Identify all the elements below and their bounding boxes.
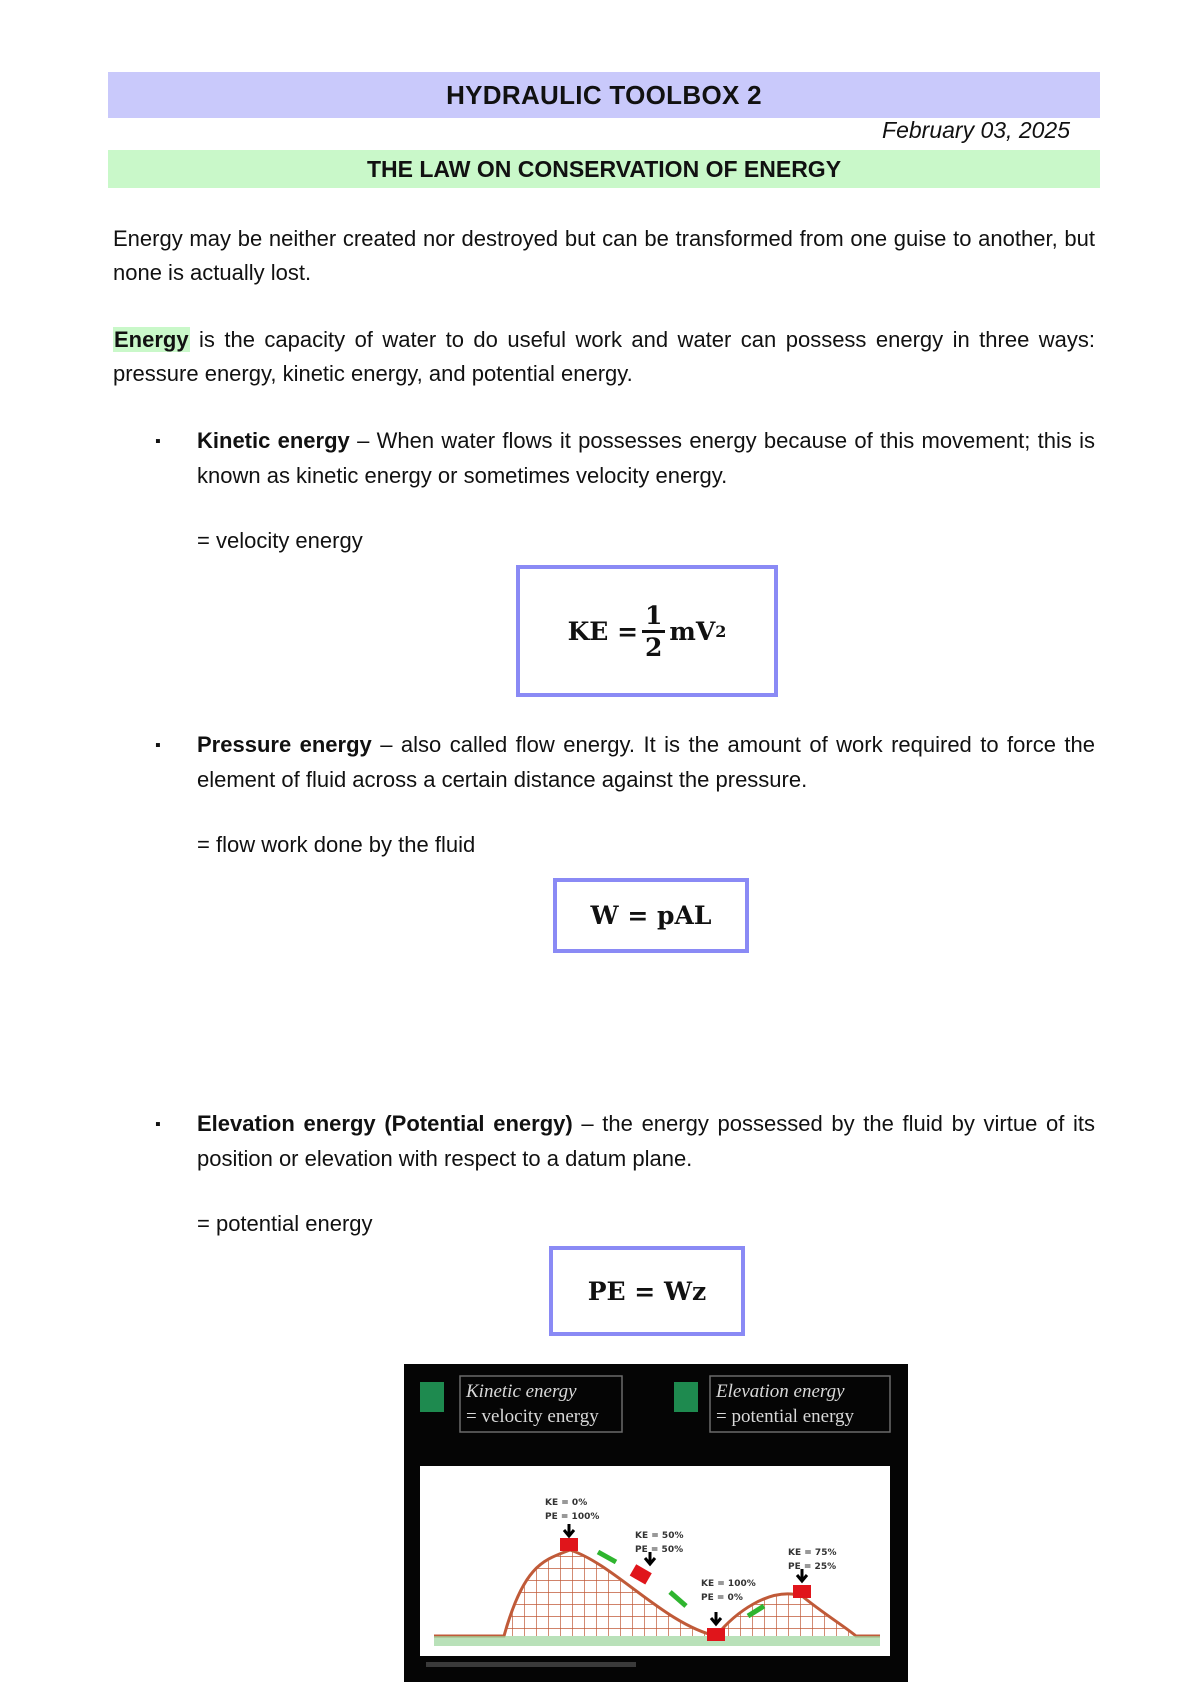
- ke-fraction-denominator: 2: [645, 632, 663, 662]
- elevation-energy-term: Elevation energy (Potential energy): [197, 1111, 573, 1136]
- kinetic-legend-line2: = velocity energy: [466, 1406, 599, 1427]
- document-title: HYDRAULIC TOOLBOX 2: [446, 79, 762, 110]
- ke-formula-rhs: mV: [669, 616, 716, 646]
- energy-definition-paragraph: [113, 323, 1095, 391]
- ground-strip: [434, 1636, 880, 1646]
- point3-ke-label: KE = 100%: [701, 1579, 756, 1589]
- pressure-energy-formula-box: [553, 878, 749, 953]
- ke-formula-fraction: [642, 600, 665, 662]
- image-caption-line: [426, 1662, 636, 1667]
- elevation-energy-description: – the energy possessed by the fluid by virtue of its position or elevation with respect to a datum plane.: [197, 1111, 1096, 1171]
- energy-term-highlight: Energy: [114, 327, 189, 352]
- kinetic-energy-formula-box: [516, 565, 778, 697]
- kinetic-energy-description: – When water flows it possesses energy because of this movement; this is known as kinetic energy or sometimes velocity energy.: [197, 428, 1095, 488]
- elevation-energy-item: [197, 1106, 1095, 1176]
- potential-energy-formula: PE = Wz: [587, 1276, 707, 1306]
- intro-paragraph: Energy may be neither created nor destroyed but can be transformed from one guise to another, but none is actually lost.: [113, 226, 1095, 285]
- point1-pe-label: PE = 100%: [545, 1512, 600, 1522]
- kinetic-energy-term: Kinetic energy: [197, 428, 350, 453]
- roller-coaster-illustration: [404, 1364, 908, 1682]
- point1-ke-label: KE = 0%: [545, 1498, 588, 1508]
- kinetic-energy-equals: = velocity energy: [197, 528, 363, 553]
- bullet-marker: ▪: [155, 737, 161, 754]
- ke-fraction-numerator: 1: [642, 603, 665, 633]
- elevation-legend-swatch: [674, 1382, 698, 1412]
- elevation-energy-equals: = potential energy: [197, 1211, 373, 1236]
- point3-pe-label: PE = 0%: [701, 1593, 743, 1603]
- ke-formula-lhs: KE =: [567, 616, 639, 646]
- document-title-bar: [108, 72, 1100, 118]
- potential-energy-formula-box: [549, 1246, 745, 1336]
- point2-ke-label: KE = 50%: [635, 1531, 684, 1541]
- pressure-energy-term: Pressure energy: [197, 732, 372, 757]
- elevation-legend-line1: Elevation energy: [716, 1381, 845, 1402]
- point2-pe-label: PE = 50%: [635, 1545, 684, 1555]
- point4-ke-label: KE = 75%: [788, 1548, 837, 1558]
- bullet-marker: ▪: [155, 433, 161, 450]
- pressure-energy-formula: W = pAL: [590, 901, 712, 930]
- cart-second-hill: [793, 1585, 811, 1598]
- point4-pe-label: PE = 25%: [788, 1562, 837, 1572]
- kinetic-energy-item: [197, 423, 1095, 493]
- cart-top: [560, 1538, 578, 1551]
- energy-definition-text: is the capacity of water to do useful work and water can possess energy in three ways: pressure energy, kinetic energy, and potential energy.: [113, 327, 1095, 386]
- document-date: February 03, 2025: [882, 117, 1070, 143]
- ke-formula-exponent: 2: [715, 621, 727, 641]
- pressure-energy-description: – also called flow energy. It is the amount of work required to force the element of fluid across a certain distance against the pressure.: [197, 732, 1095, 792]
- bullet-marker: ▪: [155, 1116, 161, 1133]
- pressure-energy-equals: = flow work done by the fluid: [197, 832, 476, 857]
- cart-bottom: [707, 1628, 725, 1641]
- elevation-legend-line2: = potential energy: [716, 1406, 855, 1427]
- section-title: THE LAW ON CONSERVATION OF ENERGY: [366, 155, 842, 182]
- kinetic-legend-line1: Kinetic energy: [466, 1381, 577, 1402]
- kinetic-legend-swatch: [420, 1382, 444, 1412]
- roller-coaster-energy-diagram: [404, 1364, 908, 1682]
- section-title-bar: [108, 150, 1100, 188]
- pressure-energy-item: [197, 727, 1095, 797]
